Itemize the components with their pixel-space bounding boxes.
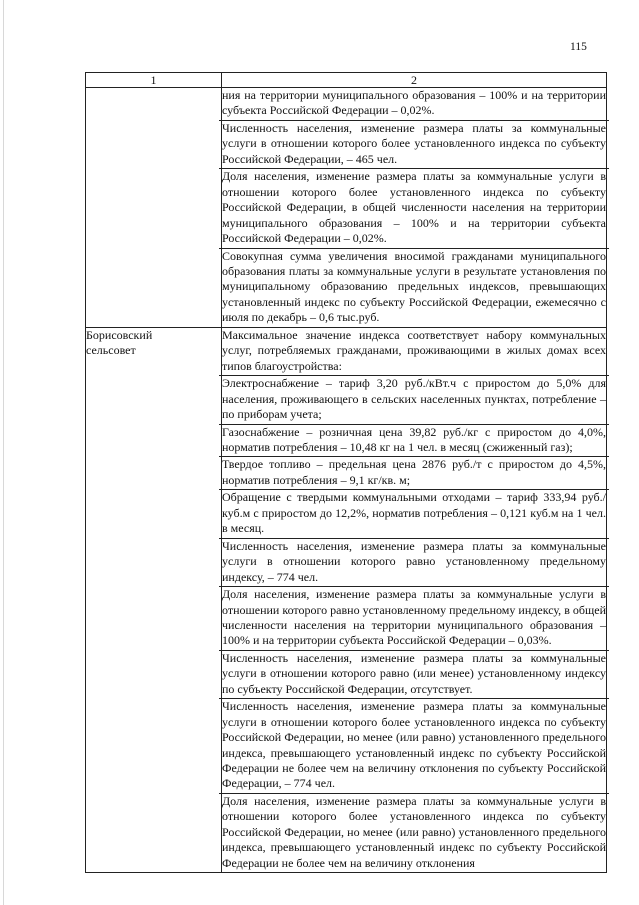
paragraph: ния на территории муниципального образования – 100% и на территории субъекта Российской Федерации – 0,02%.: [219, 88, 609, 121]
paragraph: Максимальное значение индекса соответствует набору коммунальных услуг, потребляемых гражданами, проживающими в жилых домах всех типов благоустройства:: [219, 328, 609, 376]
paragraph: Совокупная сумма увеличения вносимой гражданами муниципального образования платы за коммунальные услуги в результате установления по муниципальному образованию предельных индексов, превышающих установленный индекс по субъекту Российской Федерации, ежемесячно с июля по декабрь – 0,6 тыс.руб.: [222, 248, 606, 325]
description-cell: [222, 88, 607, 328]
page-number: 115: [570, 41, 587, 53]
municipal-index-table: [85, 72, 607, 873]
table-row-borisovsky: [86, 327, 607, 872]
paragraph: Доля населения, изменение размера платы за коммунальные услуги в отношении которого более установленного индекса по субъекту Российской Федерации, в общей численности населения на территории муниципального образования – 100% и на территории субъекта Российской Федерации – 0,02%.: [219, 169, 609, 248]
paragraph: Численность населения, изменение размера платы за коммунальные услуги в отношении которого равно установленному предельному индексу, – 774 чел.: [219, 539, 609, 587]
municipality-name-cell: [86, 88, 222, 328]
paragraph: Газоснабжение – розничная цена 39,82 руб./кг с приростом до 4,0%, норматив потребления – 10,48 кг на 1 чел. в месяц (сжиженный газ);: [219, 425, 609, 458]
column-header-2: 2: [222, 73, 607, 88]
table-header-row: [86, 73, 607, 88]
paragraph: Доля населения, изменение размера платы за коммунальные услуги в отношении которого равно установленному предельному индексу, в общей численности населения на территории муниципального образования – 100% и на территории субъекта Российской Федерации – 0,03%.: [219, 587, 609, 651]
municipality-name-line-1: Борисовский: [86, 327, 153, 342]
paragraph: Твердое топливо – предельная цена 2876 руб./т с приростом до 4,5%, норматив потребления – 9,1 кг/кв. м;: [219, 457, 609, 490]
column-header-1: 1: [86, 73, 222, 88]
paragraph: Обращение с твердыми коммунальными отходами – тариф 333,94 руб./куб.м с приростом до 12,2%, норматив потребления – 0,121 куб.м на 1 чел. в месяц.: [219, 490, 609, 538]
description-cell: [222, 327, 607, 872]
paragraph: Электроснабжение – тариф 3,20 руб./кВт.ч с приростом до 5,0% для населения, проживающего в сельских населенных пунктах, потребление – по приборам учета;: [219, 376, 609, 424]
municipality-name-cell: [86, 327, 222, 872]
paragraph: Доля населения, изменение размера платы за коммунальные услуги в отношении которого более установленного индекса по субъекту Российской Федерации, но менее (или равно) установленного предельного индекса, превышающего установленный индекс по субъекту Российской Федерации не более чем на величину отклонения: [222, 793, 606, 870]
scan-edge-line: [3, 0, 4, 905]
table-row-continuation: [86, 88, 607, 328]
paragraph: Численность населения, изменение размера платы за коммунальные услуги в отношении которого более установленного индекса по субъекту Российской Федерации, – 465 чел.: [219, 121, 609, 169]
paragraph: Численность населения, изменение размера платы за коммунальные услуги в отношении которого равно (или менее) установленному индексу по субъекту Российской Федерации, отсутствует.: [219, 651, 609, 699]
paragraph: Численность населения, изменение размера платы за коммунальные услуги в отношении которого более установленного индекса по субъекту Российской Федерации, но менее (или равно) установленного предельного индекса, превышающего установленный индекс по субъекту Российской Федерации не более чем на величину отклонения по субъекту Российской Федерации, – 774 чел.: [219, 699, 609, 794]
municipality-name-line-2: сельсовет: [86, 342, 136, 357]
